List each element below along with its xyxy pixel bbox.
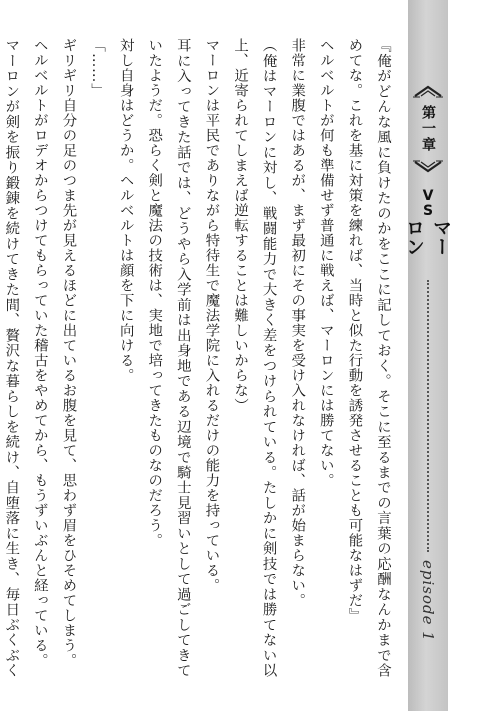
chapter-sidebar xyxy=(403,0,452,711)
paragraph-9: ギリギリ自分の足のつま先が見えるほどに出ているお腹を見て、思わず眉をひそめてしまう。 xyxy=(60,38,77,668)
episode-label: episode 1 xyxy=(419,560,437,642)
paragraph-10: ヘルベルトがロデオからつけてもらっていた稽古をやめてから、もうずいぶんと経っている。 xyxy=(31,38,48,668)
chevron-ornament-icon xyxy=(408,82,448,100)
body-text xyxy=(3,38,397,678)
paragraph-11: マーロンが剣を振り鍛錬を続けてきた間、贅沢な暮らしを続け、自堕落に生き、毎日ぶくぶく xyxy=(3,38,20,678)
chapter-title-prefix: VS xyxy=(420,188,436,218)
chapter-title xyxy=(403,188,452,268)
paragraph-7: 対し自身はどうか。ヘルベルトは顔を下に向ける。 xyxy=(117,38,134,383)
paragraph-3: 非常に業腹ではあるが、まず最初にその事実を受け入れなければ、話が始まらない。 xyxy=(289,38,306,608)
paragraph-1: 『俺がどんな風に負けたのかをここに記しておく。そこに至るまでの言葉の応酬なんかまで含めてな。これを基に対策を練れば、当時と似た行動を誘発させることも可能なはずだ』 xyxy=(346,38,391,678)
paragraph-8: 「……」 xyxy=(89,38,106,98)
paragraph-2: ヘルベルトが何も準備せず普通に戦えば、マーロンには勝てない。 xyxy=(317,38,334,488)
paragraph-6: 耳に入ってきた話では、どうやら入学前は出身地である辺境で騎士見習いとして過ごしてきていたようだ。恐らく剣と魔法の技術は、実地で培ってきたものなのだろう。 xyxy=(146,38,191,678)
dotted-leader xyxy=(427,280,429,552)
chevron-ornament-icon xyxy=(408,158,448,176)
paragraph-4: （俺はマーロンに対し、戦闘能力で大きく差をつけられている。たしかに剣技では勝てない以上、近寄られてしまえば逆転することは難しいからな） xyxy=(232,38,277,678)
chapter-title-main: マーロン xyxy=(403,218,452,256)
paragraph-5: マーロンは平民でありながら特待生で魔法学院に入れるだけの能力を持っている。 xyxy=(203,38,220,593)
chapter-label: 第一章 xyxy=(420,105,436,153)
